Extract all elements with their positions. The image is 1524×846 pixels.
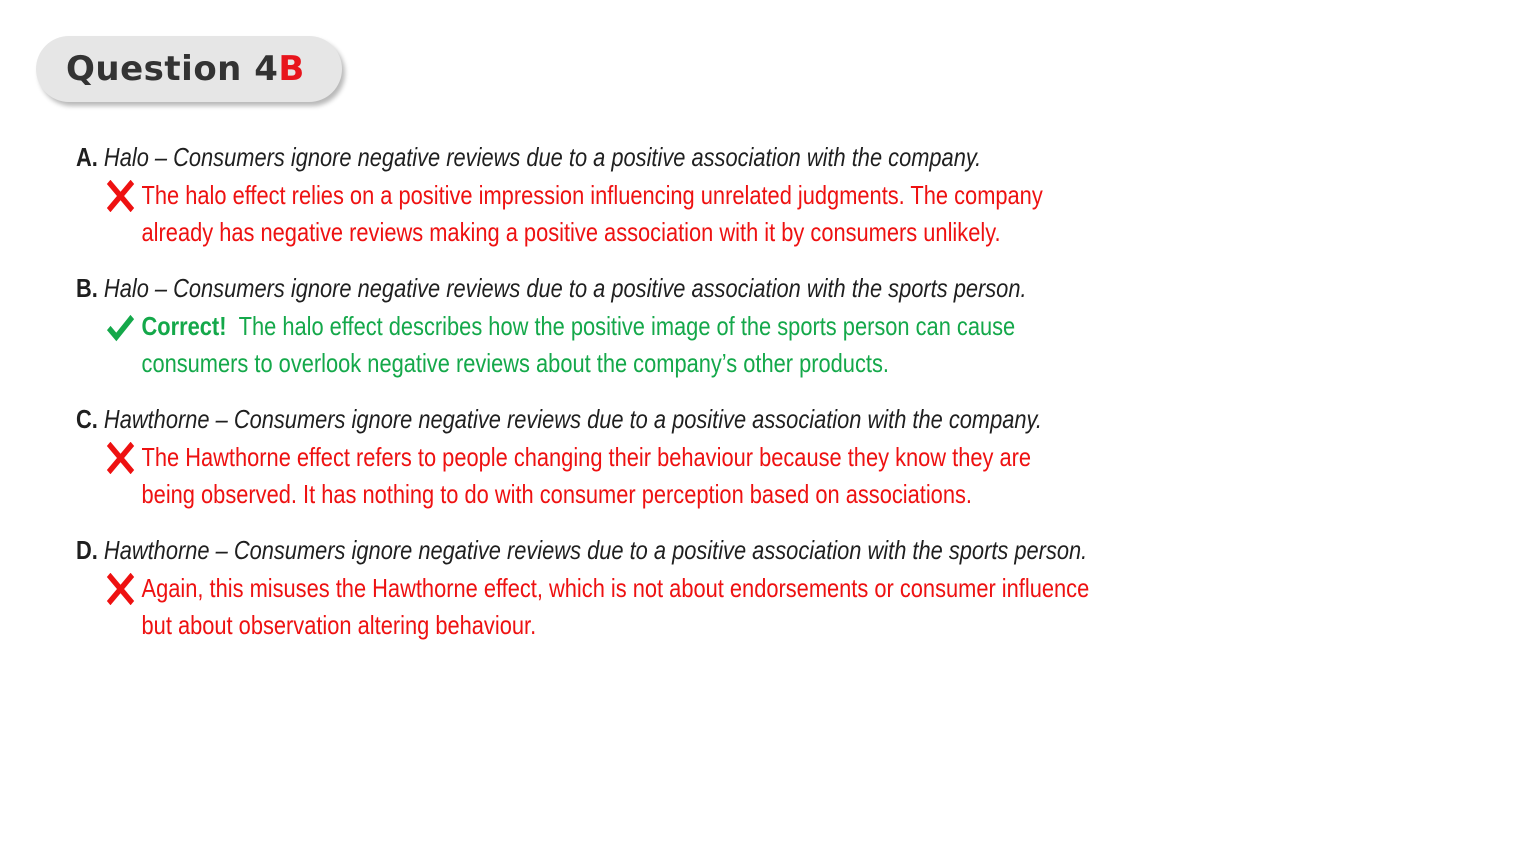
- feedback-line: Again, this misuses the Hawthorne effect, which is not about endorsements or consumer influence: [141, 573, 1090, 603]
- check-icon: [106, 311, 135, 343]
- option-c-question: [76, 399, 1185, 439]
- feedback-line: The Hawthorne effect refers to people changing their behaviour because they know they are: [141, 442, 1032, 472]
- option-d-question: [76, 530, 1185, 570]
- cross-icon: [106, 180, 135, 212]
- feedback-line: The halo effect relies on a positive impression influencing unrelated judgments. The company: [141, 180, 1043, 210]
- option-text: Hawthorne – Consumers ignore negative reviews due to a positive association with the company.: [103, 404, 1042, 434]
- cross-icon: [106, 573, 135, 605]
- answer-options: [76, 137, 1396, 661]
- correct-label: Correct!: [141, 311, 227, 341]
- option-text: Halo – Consumers ignore negative reviews due to a positive association with the company.: [103, 142, 982, 172]
- option-b-feedback: [76, 308, 1185, 382]
- option-d: [76, 530, 1396, 644]
- question-title: [66, 49, 305, 89]
- option-text: Halo – Consumers ignore negative reviews due to a positive association with the sports person.: [103, 273, 1027, 303]
- question-title-badge: [36, 36, 342, 102]
- option-a-feedback: [76, 177, 1185, 251]
- option-b: [76, 268, 1396, 382]
- cross-icon: [106, 442, 135, 474]
- option-letter: B.: [76, 273, 98, 303]
- option-text: Hawthorne – Consumers ignore negative reviews due to a positive association with the sports person.: [103, 535, 1088, 565]
- option-d-feedback: [76, 570, 1185, 644]
- option-letter: D.: [76, 535, 98, 565]
- feedback-line: [142, 308, 1185, 345]
- feedback-line: being observed. It has nothing to do with consumer perception based on associations.: [141, 479, 972, 509]
- question-title-accent: B: [278, 49, 305, 89]
- feedback-line: but about observation altering behaviour.: [141, 610, 537, 640]
- option-letter: A.: [76, 142, 98, 172]
- option-c: [76, 399, 1396, 513]
- question-title-prefix: Question 4: [66, 49, 279, 89]
- feedback-line: already has negative reviews making a positive association with it by consumers unlikely.: [141, 217, 1001, 247]
- feedback-line: consumers to overlook negative reviews about the company’s other products.: [141, 348, 889, 378]
- option-b-question: [76, 268, 1185, 308]
- option-letter: C.: [76, 404, 98, 434]
- feedback-text: The halo effect describes how the positive image of the sports person can cause: [238, 311, 1016, 341]
- option-a-question: [76, 137, 1185, 177]
- option-a: [76, 137, 1396, 251]
- option-c-feedback: [76, 439, 1185, 513]
